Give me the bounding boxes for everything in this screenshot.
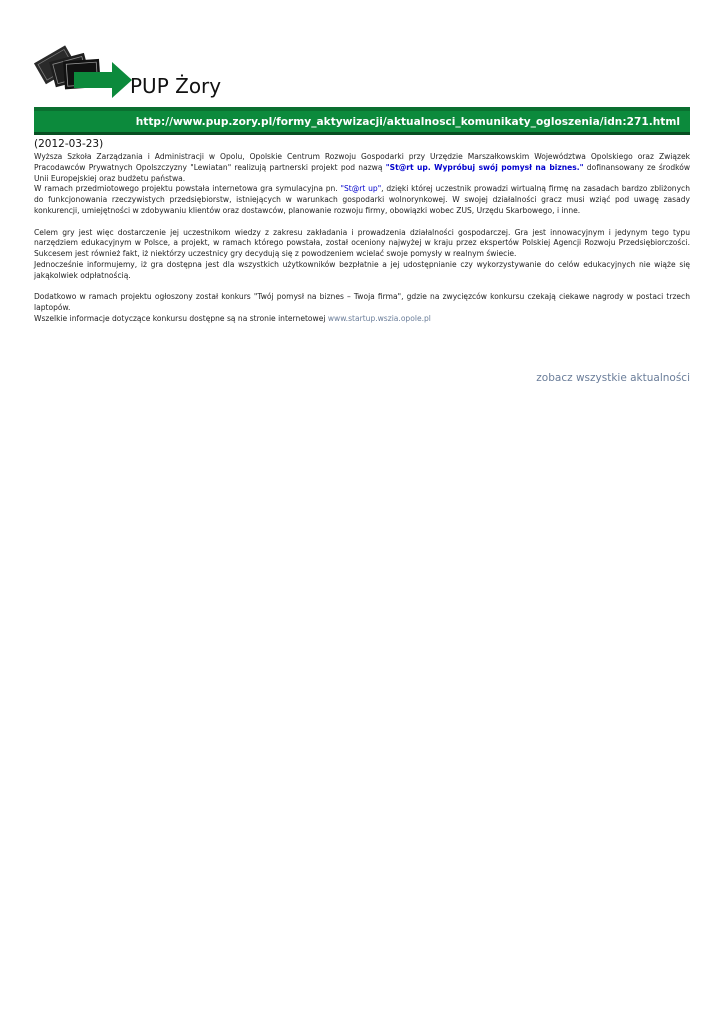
all-news-link[interactable]: zobacz wszystkie aktualności	[536, 372, 690, 384]
article-body	[34, 152, 690, 325]
paragraph-info	[34, 314, 690, 325]
paragraph-intro	[34, 152, 690, 184]
text: Wyższa Szkoła Zarządzania i Administracji w Opolu, Opolskie Centrum Rozwoju Gospodarki przy Urzędzie Marszałkowskim Województwa Opolskiego oraz Związek Pracodawców Prywatnych Opolszczyzny "Lewiatan" realizują partnerski projekt pod nazwą	[34, 152, 690, 172]
header-bar	[34, 107, 690, 135]
text: Wszelkie informacje dotyczące konkursu dostępne są na stronie internetowej	[34, 313, 328, 323]
papers-arrow-logo-icon	[34, 40, 134, 98]
paragraph-game	[34, 184, 690, 216]
website-link[interactable]: www.startup.wszia.opole.pl	[327, 313, 431, 323]
project-link[interactable]: "St@rt up. Wypróbuj swój pomysł na biznes."	[385, 162, 584, 172]
game-link[interactable]: "St@rt up"	[340, 184, 382, 194]
text: , dzięki której uczestnik prowadzi wirtualną firmę na zasadach bardzo zbliżonych do funkcjonowania rzeczywistych przedsiębiorstw, istniejących w warunkach gospodarki wolnorynkowej. W swojej działalności gracz musi wziąć pod uwagę zasady konkurencji, umiejętności w zdobywaniu klientów oraz dostawców, planowanie rozwoju firmy, obowiązki wobec ZUS, Urzędu Skarbowego, i inne.	[34, 184, 690, 215]
site-title: PUP Żory	[130, 74, 222, 98]
paragraph-free: Jednocześnie informujemy, iż gra dostępna jest dla wszystkich użytkowników bezpłatnie a jej udostępnianie czy wykorzystywanie do celów edukacyjnych nie wiąże się jakąkolwiek odpłatnością.	[34, 259, 690, 280]
article-date: (2012-03-23)	[34, 138, 104, 150]
page-url-link[interactable]: http://www.pup.zory.pl/formy_aktywizacji/aktualnosci_komunikaty_ogloszenia/idn:271.html	[135, 116, 680, 128]
text: W ramach przedmiotowego projektu powstała internetowa gra symulacyjna pn.	[34, 184, 341, 194]
paragraph-contest: Dodatkowo w ramach projektu ogłoszony został konkurs "Twój pomysł na biznes – Twoja firma", gdzie na zwycięzców konkursu czekają ciekawe nagrody w postaci trzech laptopów.	[34, 292, 690, 313]
text: dofinansowany ze środków Unii Europejskiej oraz budżetu państwa.	[34, 162, 691, 183]
paragraph-goal: Celem gry jest więc dostarczenie jej uczestnikom wiedzy z zakresu zakładania i prowadzenia działalności gospodarczej. Gra jest innowacyjnym i jedynym tego typu narzędziem edukacyjnym w Polsce, a projekt, w ramach którego powstała, został oceniony najwyżej w kraju przez ekspertów Polskiej Agencji Rozwoju Przedsiębiorczości. Sukcesem jest również fakt, iż niektórzy uczestnicy gry decydują się z powodzeniem wcielać swoje pomysły w realnym świecie.	[34, 227, 690, 259]
